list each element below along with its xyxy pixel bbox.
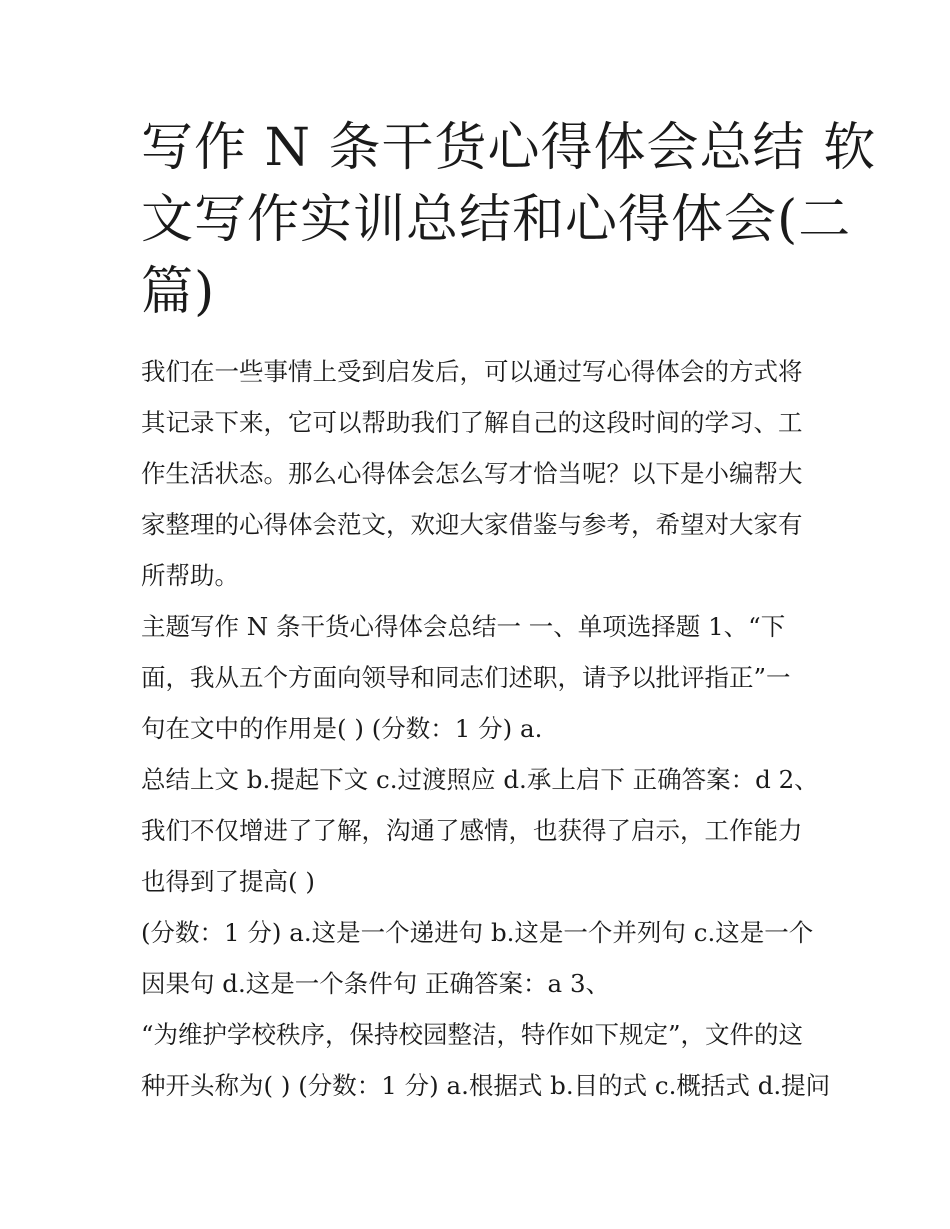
text-line: 我们不仅增进了了解，沟通了感情，也获得了启示，工作能力 xyxy=(141,816,803,845)
title-line: 篇) xyxy=(141,262,216,322)
intro-paragraph xyxy=(141,346,813,601)
text-line: 主题写作 N 条干货心得体会总结一 一、单项选择题 1、“下 xyxy=(141,612,786,641)
text-line: 我们在一些事情上受到启发后，可以通过写心得体会的方式将 xyxy=(141,357,803,386)
text-line: 作生活状态。那么心得体会怎么写才恰当呢？以下是小编帮大 xyxy=(141,459,803,488)
question-paragraph xyxy=(141,754,819,907)
text-line: 总结上文 b.提起下文 c.过渡照应 d.承上启下 正确答案：d 2、 xyxy=(141,765,819,794)
text-line: 因果句 d.这是一个条件句 正确答案：a 3、 xyxy=(141,969,611,998)
title-line: 文写作实训总结和心得体会(二 xyxy=(141,190,852,250)
text-line: 种开头称为( ) (分数：1 分) a.根据式 b.目的式 c.概括式 d.提问 xyxy=(141,1071,831,1100)
text-line: 所帮助。 xyxy=(141,561,239,590)
text-line: 家整理的心得体会范文，欢迎大家借鉴与参考，希望对大家有 xyxy=(141,510,803,539)
text-line: 句在文中的作用是( ) (分数：1 分) a. xyxy=(141,714,543,743)
question-paragraph xyxy=(141,907,813,1009)
question-paragraph xyxy=(141,1009,831,1111)
document-body xyxy=(141,346,831,1111)
text-line: “为维护学校秩序，保持校园整洁，特作如下规定”，文件的这 xyxy=(141,1020,804,1049)
text-line: 也得到了提高( ) xyxy=(141,867,315,896)
text-line: (分数：1 分) a.这是一个递进句 b.这是一个并列句 c.这是一个 xyxy=(141,918,814,947)
text-line: 面，我从五个方面向领导和同志们述职，请予以批评指正”一 xyxy=(141,663,791,692)
text-line: 其记录下来，它可以帮助我们了解自己的这段时间的学习、工 xyxy=(141,408,803,437)
document-title xyxy=(141,112,877,328)
document-page xyxy=(141,112,877,1111)
question-paragraph xyxy=(141,601,813,754)
title-line: 写作 N 条干货心得体会总结 软 xyxy=(141,118,877,178)
